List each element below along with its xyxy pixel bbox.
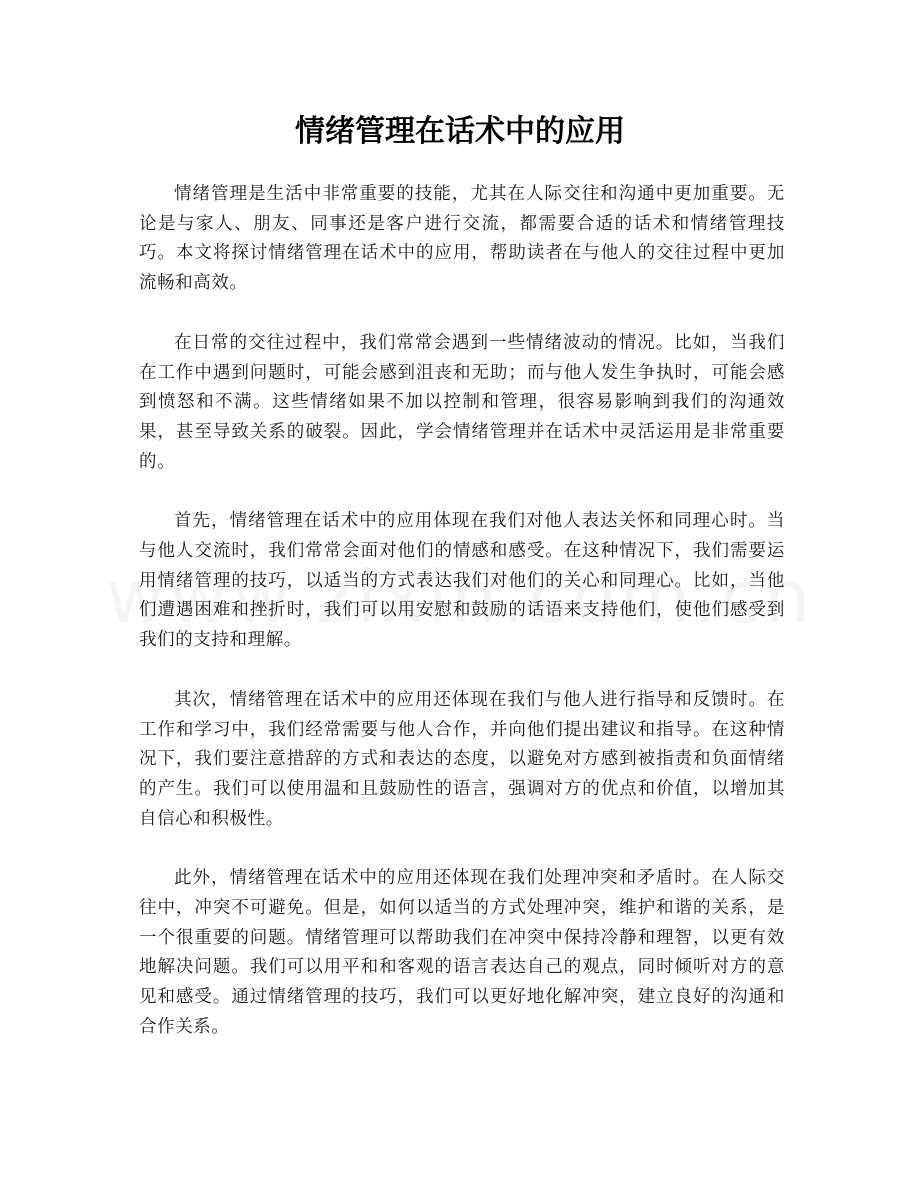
paragraph: 其次，情绪管理在话术中的应用还体现在我们与他人进行指导和反馈时。在工作和学习中，我们经常需要与他人合作，并向他们提出建议和指导。在这种情况下，我们要注意措辞的方式和表达的态度，以避免对方感到被指责和负面情绪的产生。我们可以使用温和且鼓励性的语言，强调对方的优点和价值，以增加其自信心和积极性。 <box>139 689 785 829</box>
paragraph: 此外，情绪管理在话术中的应用还体现在我们处理冲突和矛盾时。在人际交往中，冲突不可避免。但是，如何以适当的方式处理冲突，维护和谐的关系，是一个很重要的问题。情绪管理可以帮助我们在冲突中保持冷静和理智，以更有效地解决问题。我们可以用平和和客观的语言表达自己的观点，同时倾听对方的意见和感受。通过情绪管理的技巧，我们可以更好地化解冲突，建立良好的沟通和合作关系。 <box>139 868 785 1037</box>
page-title: 情绪管理在话术中的应用 <box>295 114 625 149</box>
paragraph: 情绪管理是生活中非常重要的技能，尤其在人际交往和沟通中更加重要。无论是与家人、朋友、同事还是客户进行交流，都需要合适的话术和情绪管理技巧。本文将探讨情绪管理在话术中的应用，帮助读者在与他人的交往过程中更加流畅和高效。 <box>139 184 785 294</box>
paragraph: 首先，情绪管理在话术中的应用体现在我们对他人表达关怀和同理心时。当与他人交流时，我们常常会面对他们的情感和感受。在这种情况下，我们需要运用情绪管理的技巧，以适当的方式表达我们对他们的关心和同理心。比如，当他们遭遇困难和挫折时，我们可以用安慰和鼓励的话语来支持他们，使他们感受到我们的支持和理解。 <box>139 511 785 651</box>
document-body <box>139 180 785 1073</box>
paragraph: 在日常的交往过程中，我们常常会遇到一些情绪波动的情况。比如，当我们在工作中遇到问题时，可能会感到沮丧和无助；而与他人发生争执时，可能会感到愤怒和不满。这些情绪如果不加以控制和管理，很容易影响到我们的沟通效果，甚至导致关系的破裂。因此，学会情绪管理并在话术中灵活运用是非常重要的。 <box>139 332 785 472</box>
